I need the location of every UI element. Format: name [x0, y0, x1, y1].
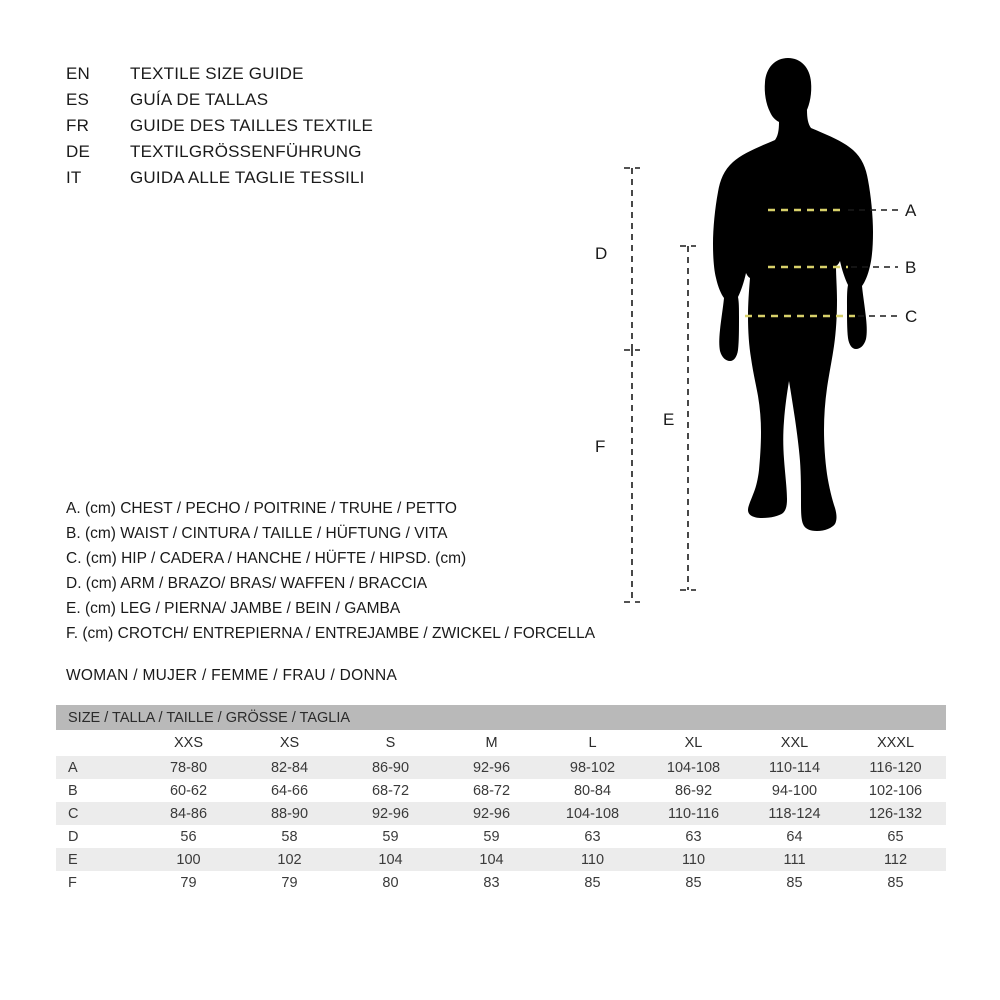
title-row-en: [66, 64, 536, 90]
cell-b-s: 68-72: [340, 779, 441, 802]
title-row-it: [66, 168, 536, 194]
table-col-s: S: [340, 730, 441, 756]
title-text-de: TEXTILGRÖSSENFÜHRUNG: [130, 142, 362, 161]
dim-letter-e: E: [663, 410, 675, 429]
size-table-wrap: [56, 705, 946, 894]
cell-b-xl: 86-92: [643, 779, 744, 802]
language-code-it: IT: [66, 168, 82, 187]
title-row-fr: [66, 116, 536, 142]
table-band-row: [56, 705, 946, 730]
table-col-l: L: [542, 730, 643, 756]
cell-c-xxs: 84-86: [138, 802, 239, 825]
table-col-m: M: [441, 730, 542, 756]
cell-b-xs: 64-66: [239, 779, 340, 802]
table-row: [56, 825, 946, 848]
legend-item-c: C. (cm) HIP / CADERA / HANCHE / HÜFTE / HIPSD. (cm): [66, 550, 467, 567]
size-table: [56, 705, 946, 894]
cell-d-xxxl: 65: [845, 825, 946, 848]
title-text-it: GUIDA ALLE TAGLIE TESSILI: [130, 168, 365, 187]
cell-d-xl: 63: [643, 825, 744, 848]
cell-d-xs: 58: [239, 825, 340, 848]
cell-e-l: 110: [542, 848, 643, 871]
cell-d-xxl: 64: [744, 825, 845, 848]
cell-e-m: 104: [441, 848, 542, 871]
dim-letter-b: B: [905, 258, 917, 277]
dim-letter-d: D: [595, 244, 608, 263]
table-row: [56, 848, 946, 871]
cell-e-s: 104: [340, 848, 441, 871]
row-label-a: A: [56, 756, 138, 779]
legend-item-d: D. (cm) ARM / BRAZO/ BRAS/ WAFFEN / BRACCIA: [66, 575, 428, 592]
language-code-en: EN: [66, 64, 91, 83]
cell-a-xl: 104-108: [643, 756, 744, 779]
dim-letter-c: C: [905, 307, 918, 326]
table-corner-cell: [56, 730, 138, 756]
table-col-xxl: XXL: [744, 730, 845, 756]
cell-e-xxl: 111: [744, 848, 845, 871]
row-label-b: B: [56, 779, 138, 802]
legend-item-a: A. (cm) CHEST / PECHO / POITRINE / TRUHE / PETTO: [66, 500, 457, 517]
cell-c-xl: 110-116: [643, 802, 744, 825]
cell-a-xxs: 78-80: [138, 756, 239, 779]
cell-f-xs: 79: [239, 871, 340, 894]
cell-b-xxxl: 102-106: [845, 779, 946, 802]
cell-a-s: 86-90: [340, 756, 441, 779]
table-band-label: SIZE / TALLA / TAILLE / GRÖSSE / TAGLIA: [56, 705, 946, 730]
dim-letter-f: F: [595, 437, 606, 456]
row-label-f: F: [56, 871, 138, 894]
title-block: [66, 64, 536, 194]
cell-f-m: 83: [441, 871, 542, 894]
cell-d-xxs: 56: [138, 825, 239, 848]
title-text-es: GUÍA DE TALLAS: [130, 90, 269, 109]
cell-b-xxl: 94-100: [744, 779, 845, 802]
language-code-fr: FR: [66, 116, 90, 135]
legend-item-e: E. (cm) LEG / PIERNA/ JAMBE / BEIN / GAMBA: [66, 600, 401, 617]
table-row: [56, 871, 946, 894]
cell-a-m: 92-96: [441, 756, 542, 779]
cell-e-xs: 102: [239, 848, 340, 871]
dim-d-line: [624, 168, 640, 350]
row-label-e: E: [56, 848, 138, 871]
cell-d-s: 59: [340, 825, 441, 848]
cell-f-xxl: 85: [744, 871, 845, 894]
row-label-c: C: [56, 802, 138, 825]
cell-e-xl: 110: [643, 848, 744, 871]
table-col-xxs: XXS: [138, 730, 239, 756]
cell-d-m: 59: [441, 825, 542, 848]
cell-e-xxxl: 112: [845, 848, 946, 871]
cell-a-xxxl: 116-120: [845, 756, 946, 779]
cell-e-xxs: 100: [138, 848, 239, 871]
legend-block: [66, 500, 666, 650]
cell-b-xxs: 60-62: [138, 779, 239, 802]
dim-e-line: [680, 246, 696, 590]
language-code-de: DE: [66, 142, 91, 161]
dim-letter-a: A: [905, 201, 917, 220]
cell-b-m: 68-72: [441, 779, 542, 802]
table-row: [56, 779, 946, 802]
cell-f-s: 80: [340, 871, 441, 894]
table-col-xs: XS: [239, 730, 340, 756]
title-text-fr: GUIDE DES TAILLES TEXTILE: [130, 116, 374, 135]
legend-item-f: F. (cm) CROTCH/ ENTREPIERNA / ENTREJAMBE / ZWICKEL / FORCELLA: [66, 625, 596, 642]
cell-f-xl: 85: [643, 871, 744, 894]
title-text-en: TEXTILE SIZE GUIDE: [130, 64, 304, 83]
cell-c-s: 92-96: [340, 802, 441, 825]
cell-f-l: 85: [542, 871, 643, 894]
cell-a-xxl: 110-114: [744, 756, 845, 779]
title-row-es: [66, 90, 536, 116]
table-header-row: [56, 730, 946, 756]
cell-a-xs: 82-84: [239, 756, 340, 779]
cell-d-l: 63: [542, 825, 643, 848]
row-label-d: D: [56, 825, 138, 848]
table-col-xl: XL: [643, 730, 744, 756]
language-code-es: ES: [66, 90, 90, 109]
legend-item-b: B. (cm) WAIST / CINTURA / TAILLE / HÜFTUNG / VITA: [66, 525, 448, 542]
table-row: [56, 802, 946, 825]
cell-a-l: 98-102: [542, 756, 643, 779]
cell-c-xxl: 118-124: [744, 802, 845, 825]
table-row: [56, 756, 946, 779]
cell-f-xxxl: 85: [845, 871, 946, 894]
cell-f-xxs: 79: [138, 871, 239, 894]
cell-b-l: 80-84: [542, 779, 643, 802]
title-row-de: [66, 142, 536, 168]
cell-c-xxxl: 126-132: [845, 802, 946, 825]
group-label-woman: WOMAN / MUJER / FEMME / FRAU / DONNA: [66, 667, 398, 684]
cell-c-l: 104-108: [542, 802, 643, 825]
table-col-xxxl: XXXL: [845, 730, 946, 756]
cell-c-xs: 88-90: [239, 802, 340, 825]
cell-c-m: 92-96: [441, 802, 542, 825]
woman-silhouette: [713, 58, 873, 531]
